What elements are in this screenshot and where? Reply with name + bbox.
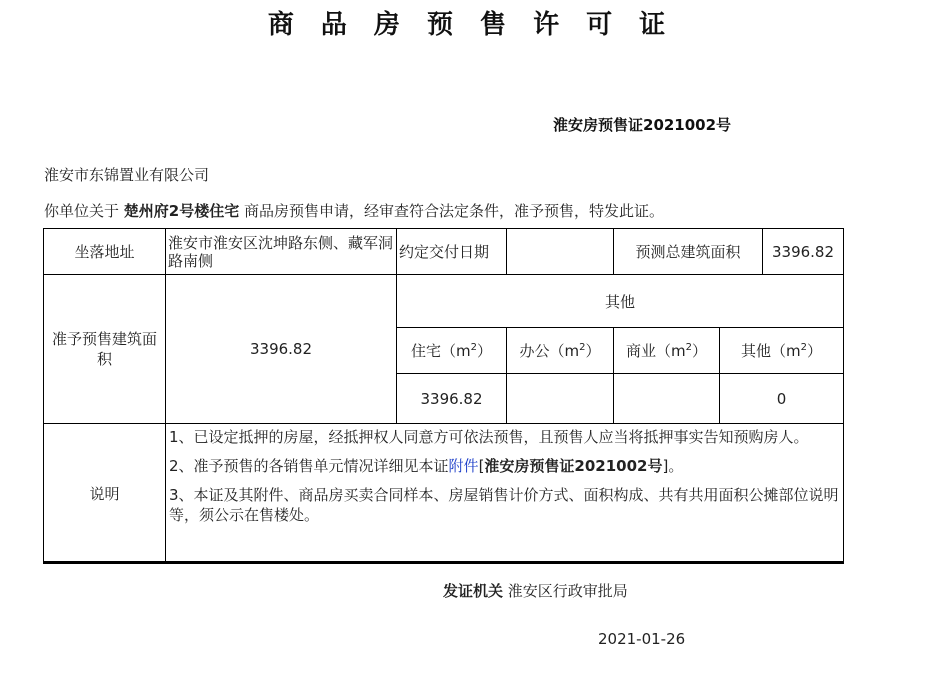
presale-area-value: 3396.82 — [166, 275, 397, 424]
issuing-authority — [443, 580, 628, 601]
remark-cert-number: 淮安房预售证2021002号 — [484, 457, 663, 475]
attachment-link[interactable]: 附件 — [448, 457, 479, 475]
table-row — [44, 424, 844, 564]
commercial-label: 商业$(m^2)$ — [614, 328, 720, 374]
table-row — [44, 275, 844, 328]
issuer-value: 淮安区行政审批局 — [503, 582, 628, 600]
total-area-group — [614, 229, 844, 275]
total-area-value: 3396.82 — [771, 242, 835, 261]
table-row — [44, 229, 844, 275]
remarks-label: 说明 — [44, 424, 166, 564]
table-bottom-rule — [43, 561, 843, 563]
document-title: 商 品 房 预 售 许 可 证 — [267, 10, 675, 40]
other-area-label: 其他$(m^2)$ — [720, 328, 844, 374]
office-value — [507, 374, 614, 424]
location-value: 淮安市淮安区沈坤路东侧、藏军洞路南侧 — [166, 229, 397, 275]
delivery-date-label: 约定交付日期 — [397, 229, 507, 275]
remark-3: 3、本证及其附件、商品房买卖合同样本、房屋销售计价方式、面积构成、共有共用面积公摊部位说明等，须公示在售楼处。 — [169, 486, 839, 524]
intro-prefix: 你单位关于 — [44, 202, 124, 220]
delivery-date-value — [507, 229, 614, 275]
certificate-number: 淮安房预售证2021002号 — [553, 116, 732, 134]
commercial-value — [614, 374, 720, 424]
remarks-content — [166, 424, 844, 564]
other-header: 其他 — [397, 275, 844, 328]
other-area-value: 0 — [720, 374, 844, 424]
certificate-table — [43, 228, 844, 564]
location-label: 坐落地址 — [44, 229, 166, 275]
intro-suffix: 商品房预售申请，经审查符合法定条件，准予预售，特发此证。 — [239, 202, 665, 220]
issue-date: 2021-01-26 — [598, 630, 686, 648]
company-name: 淮安市东锦置业有限公司 — [44, 166, 210, 184]
remark-2: 2、准予预售的各销售单元情况详细见本证附件[淮安房预售证2021002号]。 — [169, 457, 684, 475]
issuer-label: 发证机关 — [443, 582, 504, 600]
office-label: 办公$(m^2)$ — [507, 328, 614, 374]
residential-label: 住宅$(m^2)$ — [397, 328, 507, 374]
presale-area-label: 准予预售建筑面积 — [44, 275, 166, 424]
intro-sentence — [44, 200, 664, 221]
remark-1: 1、已设定抵押的房屋，经抵押权人同意方可依法预售，且预售人应当将抵押事实告知预购房人。 — [169, 428, 809, 446]
residential-value: 3396.82 — [397, 374, 507, 424]
total-area-label: 预测总建筑面积 — [614, 229, 763, 274]
project-name: 楚州府2号楼住宅 — [123, 202, 240, 220]
